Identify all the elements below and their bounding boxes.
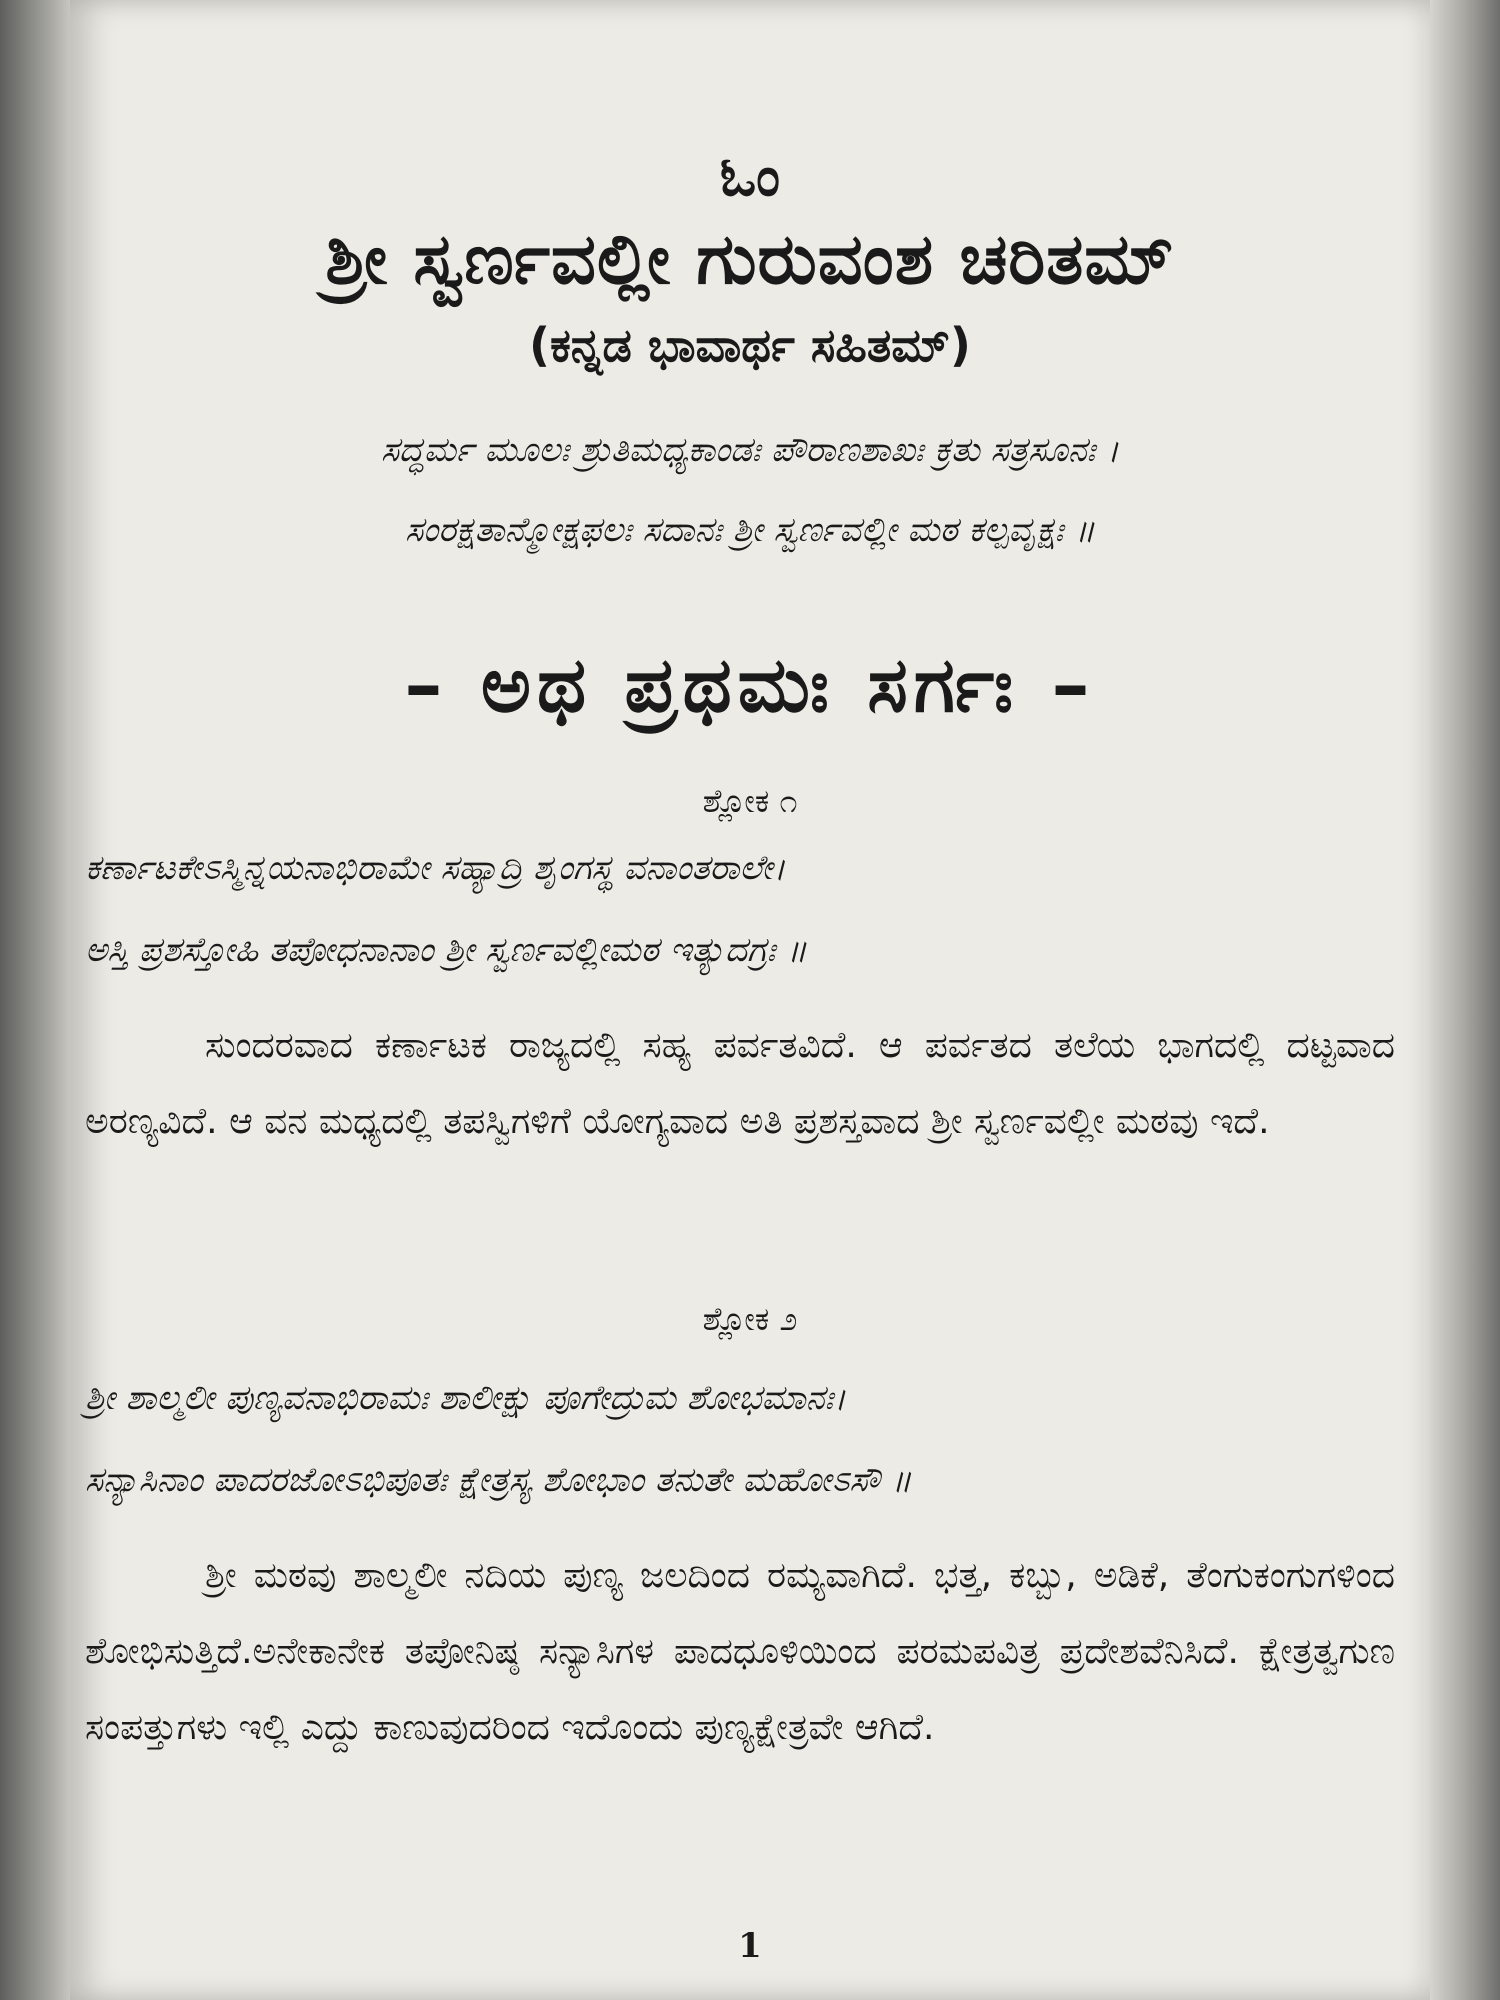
sloka-2-label: ಶ್ಲೋಕ ೨ bbox=[702, 1300, 798, 1338]
sloka-1-line-1: ಕರ್ಣಾಟಕೇಽಸ್ಮಿನ್ನಯನಾಭಿರಾಮೇ ಸಹ್ಯಾದ್ರಿ ಶೃಂಗಸ್ಥ ವನಾಂತರಾಲೇ। bbox=[85, 848, 786, 888]
page-edge-left bbox=[0, 0, 70, 2000]
page-content bbox=[70, 0, 1430, 2000]
page-edge-right bbox=[1430, 0, 1500, 2000]
om-symbol: ಓಂ bbox=[719, 145, 781, 208]
sloka-1-meaning: ಸುಂದರವಾದ ಕರ್ಣಾಟಕ ರಾಜ್ಯದಲ್ಲಿ ಸಹ್ಯ ಪರ್ವತವಿದೆ. ಆ ಪರ್ವತದ ತಲೆಯ ಭಾಗದಲ್ಲಿ ದಟ್ಟವಾದ ಅರಣ್ಯವಿದೆ. ಆ ವನ ಮಧ್ಯದಲ್ಲಿ ತಪಸ್ವಿಗಳಿಗೆ ಯೋಗ್ಯವಾದ ಅತಿ ಪ್ರಶಸ್ತವಾದ ಶ್ರೀ ಸ್ವರ್ಣವಲ್ಲೀ ಮಠವು ಇದೆ. bbox=[85, 1025, 1395, 1142]
page-subtitle: (ಕನ್ನಡ ಭಾವಾರ್ಥ ಸಹಿತಮ್) bbox=[529, 318, 971, 372]
sloka-2-line-2: ಸನ್ಯಾಸಿನಾಂ ಪಾದರಜೋಽಭಿಪೂತಃ ಕ್ಷೇತ್ರಸ್ಯ ಶೋಭಾಂ ತನುತೇ ಮಹೋಽಸೌ ॥ bbox=[85, 1460, 912, 1500]
invocation-line-1: ಸದ್ಧರ್ಮ ಮೂಲಃ ಶ್ರುತಿಮಧ್ಯಕಾಂಡಃ ಪೌರಾಣಶಾಖಃ ಕ್ರತು ಸತ್ರಸೂನಃ । bbox=[380, 430, 1119, 470]
page-number: 1 bbox=[738, 1926, 762, 1966]
page-title: ಶ್ರೀ ಸ್ವರ್ಣವಲ್ಲೀ ಗುರುವಂಶ ಚರಿತಮ್ bbox=[325, 218, 1175, 300]
sarga-heading: – ಅಥ ಪ್ರಥಮಃ ಸರ್ಗಃ – bbox=[404, 640, 1096, 729]
sloka-1-label: ಶ್ಲೋಕ ೧ bbox=[702, 782, 798, 820]
invocation-line-2: ಸಂರಕ್ಷತಾನ್ಮೋಕ್ಷಫಲಃ ಸದಾನಃ ಶ್ರೀ ಸ್ವರ್ಣವಲ್ಲೀ ಮಠ ಕಲ್ಪವೃಕ್ಷಃ ॥ bbox=[405, 510, 1095, 550]
sloka-2-meaning: ಶ್ರೀ ಮಠವು ಶಾಲ್ಮಲೀ ನದಿಯ ಪುಣ್ಯ ಜಲದಿಂದ ರಮ್ಯವಾಗಿದೆ. ಭತ್ತ, ಕಬ್ಬು, ಅಡಿಕೆ, ತೆಂಗುಕಂಗುಗಳಿಂದ ಶೋಭಿಸುತ್ತಿದೆ.ಅನೇಕಾನೇಕ ತಪೋನಿಷ್ಠ ಸನ್ಯಾಸಿಗಳ ಪಾದಧೂಳಿಯಿಂದ ಪರಮಪವಿತ್ರ ಪ್ರದೇಶವೆನಿಸಿದೆ. ಕ್ಷೇತ್ರತ್ವಗುಣ ಸಂಪತ್ತುಗಳು ಇಲ್ಲಿ ಎದ್ದು ಕಾಣುವುದರಿಂದ ಇದೊಂದು ಪುಣ್ಯಕ್ಷೇತ್ರವೇ ಆಗಿದೆ. bbox=[85, 1555, 1395, 1748]
sloka-2-line-1: ಶ್ರೀ ಶಾಲ್ಮಲೀ ಪುಣ್ಯವನಾಭಿರಾಮಃ ಶಾಲೀಕ್ಷು ಪೂಗೇದ್ರುಮ ಶೋಭಮಾನಃ। bbox=[85, 1378, 847, 1418]
sloka-1-line-2: ಅಸ್ತಿ ಪ್ರಶಸ್ತೋಹಿ ತಪೋಧನಾನಾಂ ಶ್ರೀ ಸ್ವರ್ಣವಲ್ಲೀಮಠ ಇತ್ಯುದಗ್ರಃ ॥ bbox=[85, 930, 807, 970]
